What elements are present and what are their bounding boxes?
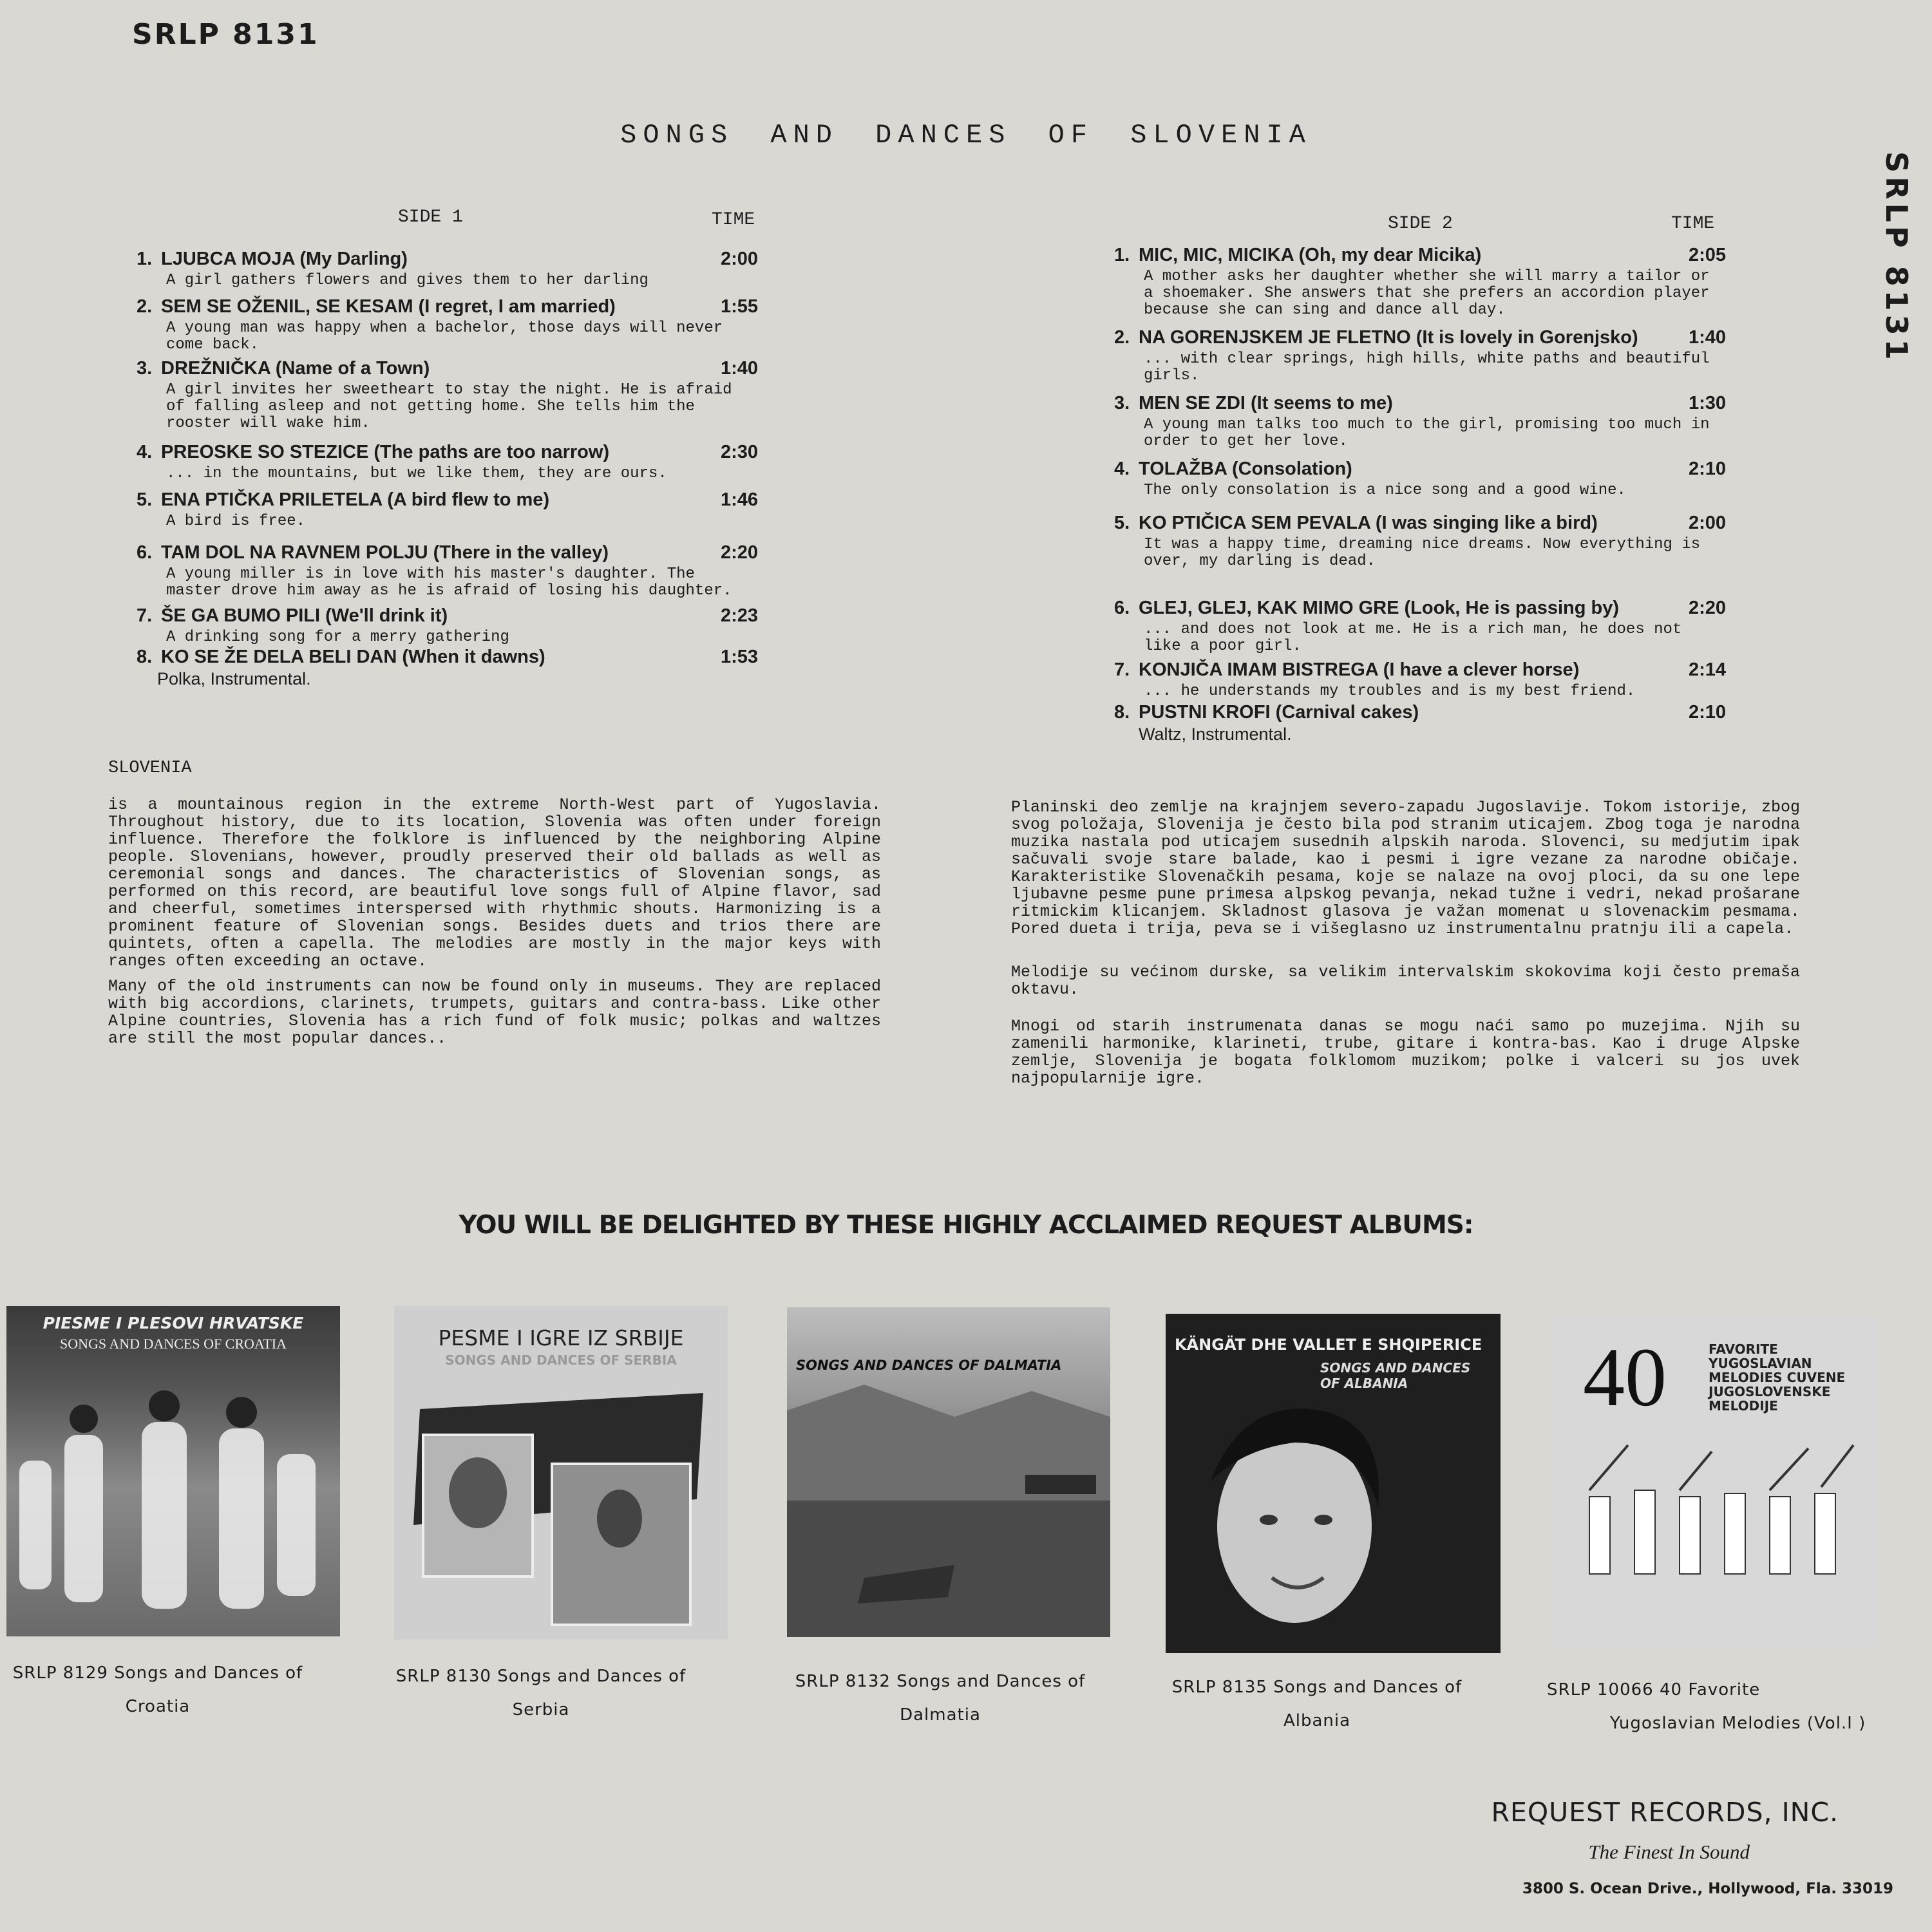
track-item (137, 442, 758, 482)
side1-label: SIDE 1 (398, 207, 463, 227)
track-item (1114, 327, 1726, 384)
performers-photo (6, 1306, 340, 1636)
track-number: 2. (1114, 327, 1130, 348)
track-description: Polka, Instrumental. (157, 669, 311, 688)
notes-english-paragraph: Many of the old instruments can now be found only in museums. They are replaced with big accordions, clarinets, trumpets, guitars and contra-bass. Like other Alpine countries, Slovenia has a rich fund of folk music; polkas and waltzes are still the most popular dances.. (108, 977, 881, 1048)
track-number: 8. (1114, 702, 1130, 723)
track-item (1114, 459, 1726, 499)
notes-serbian-paragraph: Melodije su većinom durske, sa velikim intervalskim skokovima koji često premaša oktavu. (1011, 963, 1800, 999)
notes-english-paragraph: is a mountainous region in the extreme North-West part of Yugoslavia. Throughout history, due to its location, Slovenia was often under foreign influence. Therefore the folklore is influenced by the neighboring Alpine people. Slovenians, however, proudly preserved their old ballads as well as ceremonial songs and dances. The characteristics of Slovenian songs, as performed on this record, are beautiful love songs full of Alpine flavor, sad and cheerful, sometimes interspersed with rhythmic shouts. Harmonizing is a prominent feature of Slovenian songs. Besides duets and trios there are quintets, often a capella. The melodies are mostly in the major keys with ranges often exceeding an octave. (108, 795, 881, 971)
track-description: ... he understands my troubles and is my best friend. (1144, 683, 1636, 700)
track-number: 7. (1114, 659, 1130, 680)
track-title: GLEJ, GLEJ, KAK MIMO GRE (Look, He is passing by) (1139, 598, 1620, 618)
track-number: 3. (137, 358, 153, 379)
track-item (137, 358, 758, 432)
track-item (137, 249, 758, 289)
track-number: 4. (1114, 459, 1130, 479)
caption-line: Albania (1283, 1711, 1351, 1730)
track-time: 1:55 (720, 296, 758, 317)
cover-subtitle: SONGS AND DANCES OF ALBANIA (1320, 1360, 1471, 1391)
album-caption-yugoslavian-melodies (1539, 1673, 1906, 1740)
caption-line: SRLP 8130 Songs and Dances of (395, 1667, 687, 1686)
cover-title: SONGS AND DANCES OF DALMATIA (796, 1358, 1062, 1373)
track-description: ... in the mountains, but we like them, they are ours. (166, 465, 667, 482)
track-title: SEM SE OŽENIL, SE KESAM (I regret, I am married) (161, 296, 616, 317)
notes-heading: SLOVENIA (108, 759, 192, 778)
track-number: 4. (137, 442, 153, 462)
track-number: 6. (137, 542, 153, 563)
caption-line: Dalmatia (900, 1705, 981, 1725)
track-title: MEN SE ZDI (It seems to me) (1139, 393, 1393, 413)
track-item (137, 296, 758, 354)
album-caption-croatia (0, 1656, 316, 1723)
track-item (137, 489, 758, 530)
track-number: 7. (137, 605, 153, 626)
album-caption-dalmatia (782, 1665, 1098, 1732)
caption-line: SRLP 8135 Songs and Dances of (1171, 1678, 1463, 1697)
track-number: 6. (1114, 598, 1130, 618)
catalog-number: SRLP 8131 (132, 18, 319, 51)
track-title: PUSTNI KROFI (Carnival cakes) (1139, 702, 1419, 723)
cover-title: 40 (1583, 1331, 1667, 1424)
track-time: 2:20 (720, 542, 758, 563)
track-item (1114, 659, 1726, 700)
album-cover-croatia (6, 1306, 340, 1636)
track-description: A mother asks her daughter whether she will marry a tailor or a shoemaker. She answers that she prefers an accordion player because she can sing and dance all day. (1144, 268, 1710, 319)
harbor-photo (787, 1307, 1110, 1637)
track-title: PREOSKE SO STEZICE (The paths are too narrow) (161, 442, 610, 462)
company-name: REQUEST RECORDS, INC. (1491, 1797, 1839, 1828)
track-time: 2:30 (720, 442, 758, 462)
cover-title: KÄNGÄT DHE VALLET E SHQIPERICE (1175, 1336, 1482, 1354)
track-description: The only consolation is a nice song and a good wine. (1144, 482, 1626, 499)
track-number: 5. (137, 489, 153, 510)
track-item (1114, 598, 1726, 655)
track-time: 2:23 (720, 605, 758, 626)
caption-line: Croatia (125, 1697, 191, 1716)
track-description: A drinking song for a merry gathering (166, 629, 509, 646)
track-item (137, 605, 758, 646)
track-time: 2:14 (1688, 659, 1726, 680)
cover-subtitle: FAVORITE YUGOSLAVIAN MELODIES CUVENE JUGOSLOVENSKE MELODIJE (1709, 1341, 1846, 1414)
track-item (1114, 245, 1726, 319)
track-description: A young man talks too much to the girl, promising too much in order to get her love. (1144, 416, 1710, 450)
caption-line: Serbia (512, 1700, 570, 1719)
track-item (1114, 393, 1726, 450)
track-description: A young miller is in love with his master's daughter. The master drove him away as he is afraid of losing his daughter. (166, 565, 732, 600)
caption-line: SRLP 10066 40 Favorite (1547, 1680, 1761, 1700)
track-item (1114, 513, 1726, 570)
album-cover-dalmatia (787, 1307, 1110, 1637)
track-time: 2:00 (1688, 513, 1726, 533)
side2-label: SIDE 2 (1388, 214, 1453, 234)
track-item (1114, 702, 1726, 743)
track-title: ENA PTIČKA PRILETELA (A bird flew to me) (161, 489, 550, 510)
spine-catalog-number: SRLP 8131 (1879, 151, 1914, 364)
track-title: TAM DOL NA RAVNEM POLJU (There in the valley) (161, 542, 609, 563)
notes-serbian-paragraph: Planinski deo zemlje na krajnjem severo-zapadu Jugoslavije. Tokom istorije, zbog svog položaja, Slovenija je često bila pod stranim uticajem. Zbog toga je narodna muzika nastala pod uticajem susednih alpskih naroda. Slovenci, su medjutim ipak sačuvali svoje stare balade, kao i pesmi i igre vezane za narodne običaje. Karakteristike Slovenačkih pesama, koje se nalaze na ovoj ploci, da su one lepe ljubavne pesme pune primesa alpskog pevanja, nekad tužne i vedri, nekad prošarane ritmickim klicanjem. Skladnost glasova je važan momenat u slovenackim pesmama. Pored dueta i trija, peva se i višeglasno uz instrumentalnu pratnju ili a capela. (1011, 798, 1800, 938)
track-time: 1:40 (1688, 327, 1726, 348)
caption-line: SRLP 8132 Songs and Dances of (795, 1672, 1086, 1691)
track-title: KO SE ŽE DELA BELI DAN (When it dawns) (161, 647, 545, 667)
album-caption-albania (1159, 1671, 1475, 1738)
track-title: ŠE GA BUMO PILI (We'll drink it) (161, 605, 448, 626)
dancers-photo (1551, 1316, 1878, 1647)
company-address: 3800 S. Ocean Drive., Hollywood, Fla. 33019 (1522, 1880, 1893, 1897)
album-cover-albania (1166, 1314, 1501, 1653)
track-time: 1:40 (720, 358, 758, 379)
track-number: 8. (137, 647, 153, 667)
woman-portrait-photo (1166, 1314, 1501, 1653)
promo-heading: YOU WILL BE DELIGHTED BY THESE HIGHLY ACCLAIMED REQUEST ALBUMS: (459, 1211, 1473, 1240)
track-description: A girl gathers flowers and gives them to her darling (166, 272, 649, 289)
album-title: SONGS AND DANCES OF SLOVENIA (620, 120, 1312, 151)
track-time: 2:00 (720, 249, 758, 269)
track-description: A bird is free. (166, 513, 306, 530)
track-title: DREŽNIČKA (Name of a Town) (161, 358, 430, 379)
track-description: ... and does not look at me. He is a rich man, he does not like a poor girl. (1144, 621, 1682, 655)
album-cover-yugoslavian-melodies (1551, 1316, 1878, 1647)
side2-time-label: TIME (1671, 214, 1715, 234)
album-caption-serbia (386, 1660, 696, 1727)
track-time: 2:10 (1688, 702, 1726, 723)
track-description: Waltz, Instrumental. (1139, 724, 1292, 744)
track-number: 1. (1114, 245, 1130, 265)
track-time: 2:10 (1688, 459, 1726, 479)
track-number: 2. (137, 296, 153, 317)
album-cover-serbia (394, 1306, 728, 1640)
track-time: 1:30 (1688, 393, 1726, 413)
track-description: A girl invites her sweetheart to stay the night. He is afraid of falling asleep and not getting home. She tells him the rooster will wake him. (166, 381, 732, 432)
track-time: 2:05 (1688, 245, 1726, 265)
track-title: TOLAŽBA (Consolation) (1139, 459, 1352, 479)
caption-line: SRLP 8129 Songs and Dances of (12, 1663, 303, 1683)
track-item (137, 542, 758, 600)
track-number: 5. (1114, 513, 1130, 533)
track-title: LJUBCA MOJA (My Darling) (161, 249, 408, 269)
cover-title: PESME I IGRE IZ SRBIJE (438, 1325, 684, 1350)
cover-title: PIESME I PLESOVI HRVATSKE (43, 1314, 304, 1332)
track-number: 3. (1114, 393, 1130, 413)
track-title: KONJIČA IMAM BISTREGA (I have a clever horse) (1139, 659, 1580, 680)
track-number: 1. (137, 249, 153, 269)
track-title: MIC, MIC, MICIKA (Oh, my dear Micika) (1139, 245, 1482, 265)
cover-subtitle: SONGS AND DANCES OF SERBIA (445, 1352, 677, 1368)
notes-serbian-paragraph: Mnogi od starih instrumenata danas se mogu naći samo po muzejima. Njih su zamenili harmonike, klarineti, trube, gitare i kontra-bas. Kao i druge Alpske zemlje, Slovenija je bogata folklomom muzikom; polke i valceri su jos uvek najpopularnije igre. (1011, 1017, 1800, 1088)
track-time: 1:46 (720, 489, 758, 510)
track-time: 1:53 (720, 647, 758, 667)
track-description: A young man was happy when a bachelor, those days will never come back. (166, 319, 723, 354)
track-title: KO PTIČICA SEM PEVALA (I was singing like a bird) (1139, 513, 1598, 533)
caption-line: Yugoslavian Melodies (Vol.I ) (1610, 1714, 1866, 1733)
track-description: ... with clear springs, high hills, white paths and beautiful girls. (1144, 350, 1710, 384)
track-description: It was a happy time, dreaming nice dreams. Now everything is over, my darling is dead. (1144, 536, 1701, 570)
cover-subtitle: SONGS AND DANCES OF CROATIA (59, 1336, 287, 1352)
track-item (137, 647, 758, 687)
portrait-photos (394, 1306, 728, 1640)
track-title: NA GORENJSKEM JE FLETNO (It is lovely in Gorenjsko) (1139, 327, 1638, 348)
company-tagline: The Finest In Sound (1588, 1841, 1750, 1863)
track-time: 2:20 (1688, 598, 1726, 618)
side1-time-label: TIME (712, 210, 755, 230)
